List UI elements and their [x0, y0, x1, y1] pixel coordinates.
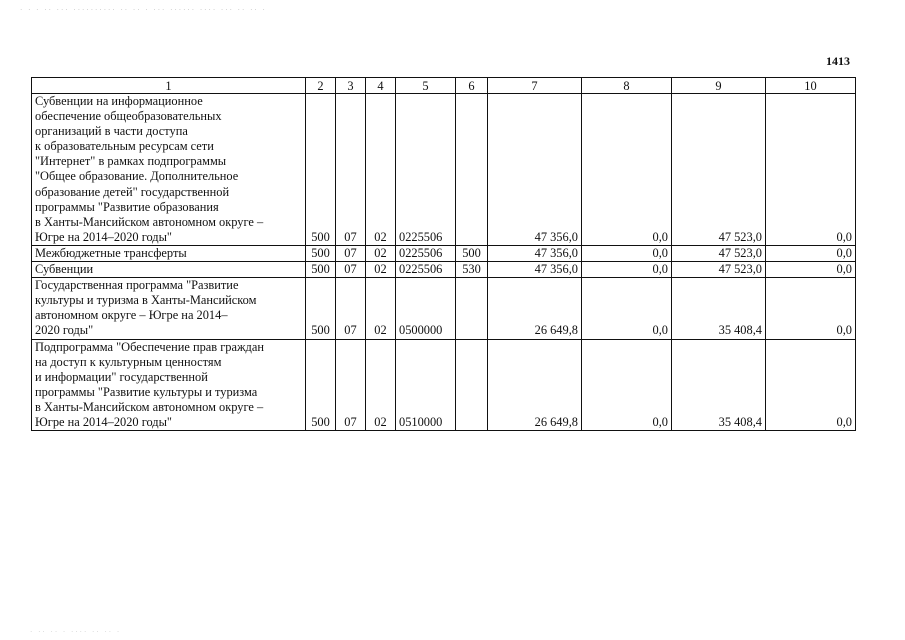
cell-col10: 0,0: [766, 278, 856, 339]
table-header-row: [32, 78, 856, 94]
cell-col2: 500: [306, 278, 336, 339]
cell-col5: 0225506: [396, 262, 456, 278]
cell-col5: 0225506: [396, 245, 456, 261]
cell-col4: 02: [366, 278, 396, 339]
cell-col8: 0,0: [582, 245, 672, 261]
header-cell: 2: [306, 78, 336, 94]
cell-col7: 47 356,0: [488, 262, 582, 278]
cell-col9: 47 523,0: [672, 94, 766, 246]
budget-table: [31, 77, 856, 431]
header-cell: 7: [488, 78, 582, 94]
cell-col5: 0225506: [396, 94, 456, 246]
cell-col4: 02: [366, 262, 396, 278]
cell-col5: 0500000: [396, 278, 456, 339]
page-number: 1413: [826, 54, 850, 68]
cell-col2: 500: [306, 245, 336, 261]
cell-col6: [456, 94, 488, 246]
table-row: [32, 339, 856, 431]
cell-col2: 500: [306, 94, 336, 246]
header-cell: 3: [336, 78, 366, 94]
cell-col8: 0,0: [582, 278, 672, 339]
cell-col6: 530: [456, 262, 488, 278]
row-name-cell: Субвенции: [32, 262, 306, 278]
cell-col6: [456, 339, 488, 431]
header-cell: 9: [672, 78, 766, 94]
cell-col2: 500: [306, 339, 336, 431]
row-name-cell: Государственная программа "Развитие культуры и туризма в Ханты-Мансийском автономном округе – Югре на 2014– 2020 годы": [32, 278, 306, 339]
cell-col3: 07: [336, 339, 366, 431]
header-cell: 4: [366, 78, 396, 94]
table-row: [32, 94, 856, 246]
cell-col10: 0,0: [766, 94, 856, 246]
cell-col3: 07: [336, 94, 366, 246]
cell-col5: 0510000: [396, 339, 456, 431]
cell-col9: 35 408,4: [672, 339, 766, 431]
cell-col3: 07: [336, 245, 366, 261]
cell-col8: 0,0: [582, 339, 672, 431]
cell-col7: 47 356,0: [488, 94, 582, 246]
cell-col2: 500: [306, 262, 336, 278]
cell-col6: [456, 278, 488, 339]
table-row: [32, 262, 856, 278]
cell-col8: 0,0: [582, 94, 672, 246]
header-cell: 5: [396, 78, 456, 94]
row-name-cell: Межбюджетные трансферты: [32, 245, 306, 261]
scan-artifact-bottom: · ·· ·· · ···· ·· ·· ·: [30, 628, 122, 636]
cell-col6: 500: [456, 245, 488, 261]
cell-col9: 47 523,0: [672, 262, 766, 278]
scan-artifact-top: · · · ·· ··· ·········· ·· ·· · ··· ······ ···· ··· ·· ·· ·: [20, 6, 267, 14]
row-name-cell: Субвенции на информационное обеспечение общеобразовательных организаций в части доступа к образовательным ресурсам сети "Интернет" в рамках подпрограммы "Общее образование. Дополнительное образование детей" государственной программы "Развитие образования в Ханты-Мансийском автономном округе – Югре на 2014–2020 годы": [32, 94, 306, 246]
cell-col9: 47 523,0: [672, 245, 766, 261]
cell-col4: 02: [366, 339, 396, 431]
table-row: [32, 278, 856, 339]
cell-col10: 0,0: [766, 339, 856, 431]
table-row: [32, 245, 856, 261]
cell-col10: 0,0: [766, 245, 856, 261]
cell-col4: 02: [366, 94, 396, 246]
cell-col9: 35 408,4: [672, 278, 766, 339]
cell-col3: 07: [336, 278, 366, 339]
header-cell: 8: [582, 78, 672, 94]
cell-col7: 26 649,8: [488, 278, 582, 339]
cell-col10: 0,0: [766, 262, 856, 278]
cell-col8: 0,0: [582, 262, 672, 278]
row-name-cell: Подпрограмма "Обеспечение прав граждан на доступ к культурным ценностям и информации" государственной программы "Развитие культуры и туризма в Ханты-Мансийском автономном округе – Югре на 2014–2020 годы": [32, 339, 306, 431]
cell-col7: 47 356,0: [488, 245, 582, 261]
header-cell: 6: [456, 78, 488, 94]
cell-col4: 02: [366, 245, 396, 261]
header-cell: 10: [766, 78, 856, 94]
cell-col7: 26 649,8: [488, 339, 582, 431]
cell-col3: 07: [336, 262, 366, 278]
header-cell: 1: [32, 78, 306, 94]
